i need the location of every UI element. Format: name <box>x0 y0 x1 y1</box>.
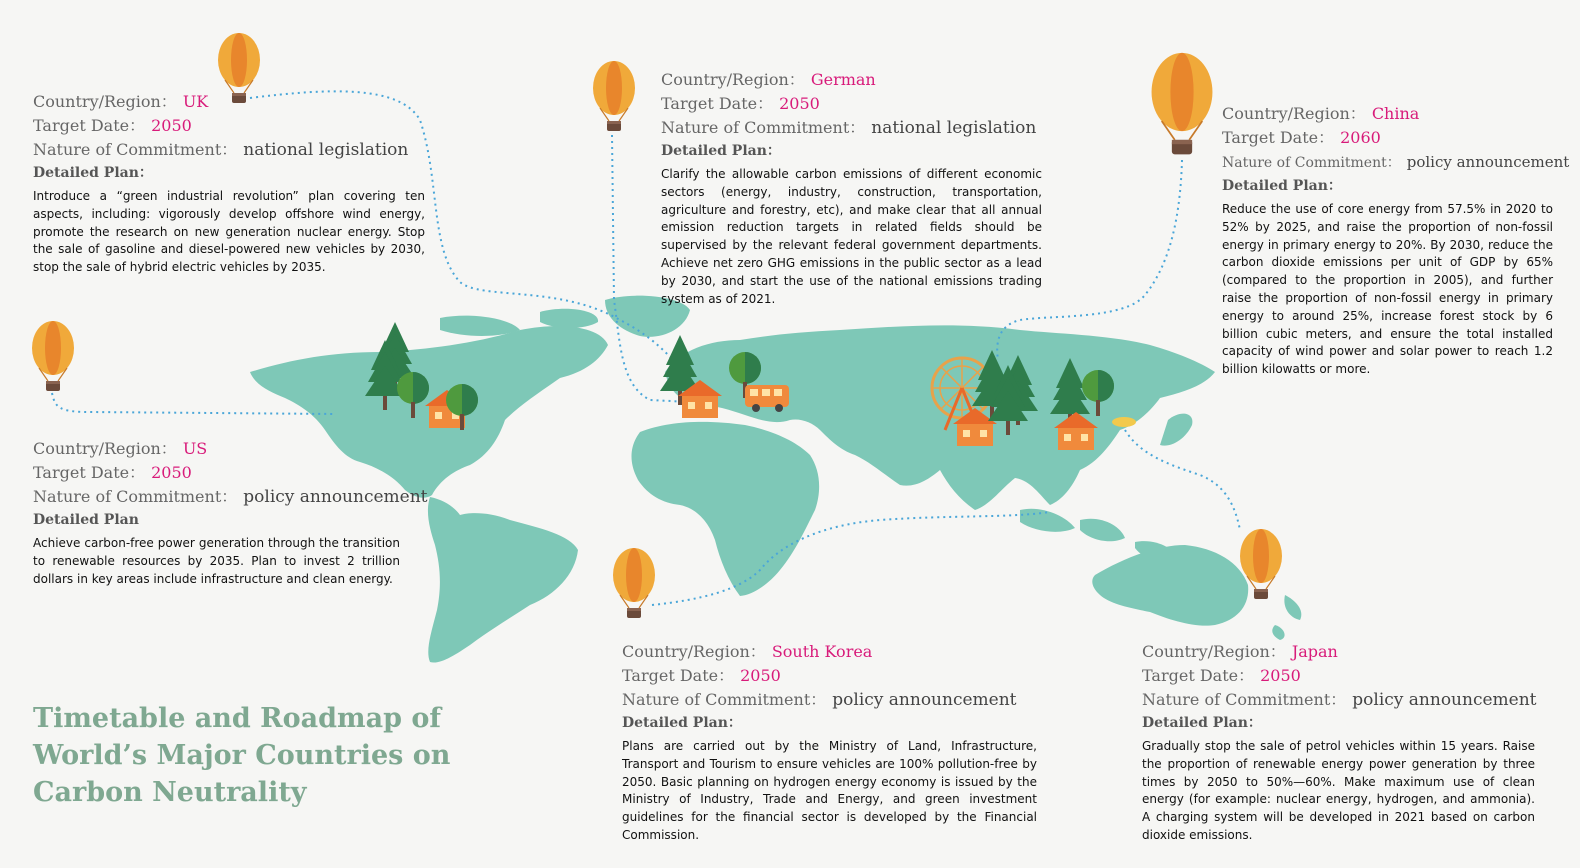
card-us <box>33 437 428 588</box>
infographic-title <box>33 700 450 811</box>
date-row <box>1222 126 1553 150</box>
nature-value: policy announcement <box>832 690 1017 710</box>
date-row <box>1142 664 1535 688</box>
nature-label: Nature of Commitment： <box>1142 690 1347 709</box>
target-date-value: 2050 <box>151 116 192 135</box>
nature-value: policy announcement <box>1352 690 1537 710</box>
plan-label: Detailed Plan： <box>622 715 742 731</box>
plan-label: Detailed Plan： <box>1222 178 1342 194</box>
nature-row <box>622 688 1037 712</box>
target-date-label: Target Date： <box>33 463 146 482</box>
africa-shape <box>632 422 820 596</box>
plan-label: Detailed Plan： <box>661 143 781 159</box>
nature-label: Nature of Commitment： <box>1222 155 1401 171</box>
plan-text: Achieve carbon-free power generation through the transition to renewable resources by 2035. Plan to invest 2 trillion dollars in key areas include infrastructure and clean energy. <box>33 536 400 586</box>
country-row <box>33 437 400 461</box>
date-row <box>661 92 1042 116</box>
target-date-value: 2050 <box>740 666 781 685</box>
country-row <box>33 90 425 114</box>
nature-value: national legislation <box>871 118 1037 138</box>
nature-label: Nature of Commitment： <box>33 487 238 506</box>
title-line-3: Carbon Neutrality <box>33 777 307 808</box>
title-line-1: Timetable and Roadmap of <box>33 703 441 734</box>
date-row <box>622 664 1037 688</box>
south-america-shape <box>428 497 578 663</box>
date-row <box>33 461 400 485</box>
country-value: Japan <box>1291 642 1338 661</box>
target-date-label: Target Date： <box>1142 666 1255 685</box>
country-row <box>622 640 1037 664</box>
plan-text: Plans are carried out by the Ministry of Land, Infrastructure, Transport and Tourism to ensure vehicles are 100% pollution-free by 2050. Basic planning on hydrogen energy economy is issued by the Ministry of Industry, Trade and Energy, and green investment guidelines for the financial sector is developed by the Financial Commission. <box>622 739 1037 842</box>
target-date-label: Target Date： <box>661 94 774 113</box>
target-date-value: 2050 <box>151 463 192 482</box>
target-date-label: Target Date： <box>33 116 146 135</box>
plan-text: Introduce a “green industrial revolution” plan covering ten aspects, including: vigorously develop offshore wind energy, promote the research on new generation nuclear energy. Stop the sale of gasoline and diesel-powered new vehicles by 2030, stop the sale of hybrid electric vehicles by 2035. <box>33 189 425 275</box>
country-value: US <box>182 439 208 458</box>
nature-row <box>1222 150 1570 175</box>
title-line-2: World’s Major Countries on <box>33 740 451 771</box>
date-row <box>33 114 425 138</box>
target-date-label: Target Date： <box>622 666 735 685</box>
nature-row <box>661 116 1042 140</box>
country-label: Country/Region： <box>1142 642 1286 661</box>
card-japan <box>1142 640 1535 845</box>
target-date-value: 2060 <box>1340 128 1381 147</box>
country-row <box>1142 640 1535 664</box>
nature-label: Nature of Commitment： <box>33 140 238 159</box>
country-value: UK <box>182 92 209 111</box>
nature-label: Nature of Commitment： <box>661 118 866 137</box>
country-label: Country/Region： <box>33 439 177 458</box>
target-date-value: 2050 <box>1260 666 1301 685</box>
plan-label: Detailed Plan： <box>1142 715 1262 731</box>
plan-label: Detailed Plan： <box>33 165 153 181</box>
plan-label: Detailed Plan <box>33 512 139 528</box>
nature-value: policy announcement <box>243 487 428 507</box>
country-label: Country/Region： <box>622 642 766 661</box>
target-date-label: Target Date： <box>1222 128 1335 147</box>
country-value: South Korea <box>771 642 873 661</box>
country-row <box>1222 102 1553 126</box>
nature-label: Nature of Commitment： <box>622 690 827 709</box>
nature-value: national legislation <box>243 140 409 160</box>
plan-text: Gradually stop the sale of petrol vehicles within 15 years. Raise the proportion of renewable energy power generation by three times by 2050 to 50%—60%. Make maximum use of clean energy (for example: nuclear energy, hydrogen, and ammonia). A charging system will be developed in 2021 based on carbon dioxide emissions. <box>1142 739 1535 842</box>
plan-text: Reduce the use of core energy from 57.5% in 2020 to 52% by 2025, and raise the proportion of non-fossil energy in primary energy to 20%. By 2030, reduce the carbon dioxide emissions per unit of GDP by 65% (compared to the proportion in 2005), and further raise the proportion of non-fossil energy in primary energy to around 25%, increase forest stock by 6 billion cubic meters, and ensure the total installed capacity of wind power and solar power to reach 1.2 billion kilowatts or more. <box>1222 202 1553 377</box>
country-value: China <box>1371 104 1420 123</box>
australia-shape <box>1092 545 1248 626</box>
country-value: German <box>810 70 876 89</box>
country-label: Country/Region： <box>1222 104 1366 123</box>
nature-row <box>33 138 425 162</box>
nature-row <box>33 485 428 509</box>
plan-text: Clarify the allowable carbon emissions of different economic sectors (energy, industry, construction, transportation, agriculture and forestry, etc), and make clear that all annual emission reduction targets in related fields should be supervised by the relevant federal government departments. Achieve net zero GHG emissions in the public sector as a lead by 2030, and start the use of the national emissions trading system as of 2021. <box>661 167 1042 306</box>
card-china <box>1222 102 1570 379</box>
country-row <box>661 68 1042 92</box>
card-german <box>661 68 1042 308</box>
nature-value: policy announcement <box>1406 153 1570 171</box>
card-uk <box>33 90 425 277</box>
country-label: Country/Region： <box>33 92 177 111</box>
card-south-korea <box>622 640 1037 845</box>
country-label: Country/Region： <box>661 70 805 89</box>
target-date-value: 2050 <box>779 94 820 113</box>
nature-row <box>1142 688 1535 712</box>
